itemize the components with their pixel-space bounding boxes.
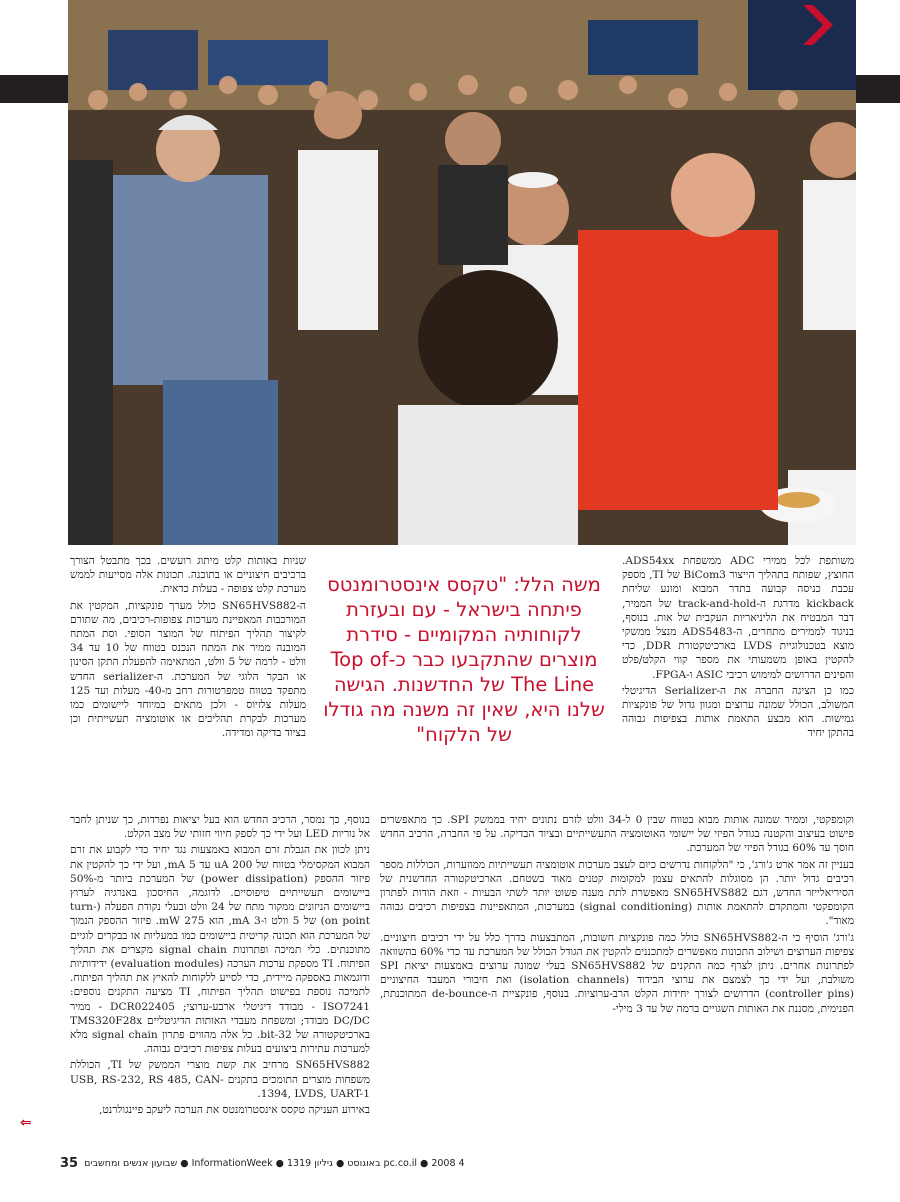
column-left-top (70, 554, 306, 741)
page-number: 35 (60, 1155, 79, 1171)
paragraph: באירוע העניקה טקסס אינסטרומנטס את הערכה ליעקב פיינגולרנט, (99, 1104, 370, 1117)
paragraph: ה-SN65HVS882 כולל מערך פונקציות, המקטין את המורכבות המאפיינת מערכות צפופות-רכיבים, מה שתורם לקיצור תהליך הפיתוח של המוצר הסופי. וסת המתח המובנה ממיר את המתח הנכנס בטווח של 10 עד 34 וולט - לרמה של 5 וולט, המתאימה להפעלת התקן הסינון או הבקר הלוגי של המערכת. ה-serializer החדש מתפקד בטווח טמפרטורות רחב מ-40- מעלות ועד 125 מעלות צלזיוס - ולכן מתאים במיוחד ליישומים כמו מערכות לבקרת תהליכים או אוטומציה תעשייתית וכן בציוד בדיקה ומדידה. (70, 599, 307, 740)
column-right-top (622, 554, 854, 741)
pull-quote: משה הלל: "טקסס אינסטרומנטס פיתחה בישראל - עם ובעזרת לקוחותיה המקומיים - סידרת מוצרים שהתקבעו כבר כ-Top of The Line של החדשנות. הגישה שלנו היא, שאין זה משנה מה גודלו של הלקוח" (323, 573, 605, 746)
paragraph: משותפת לכל ממירי ADC ממשפחת ADS54xx. החוצץ, שפותח בתהליך הייצור BiCom3 של TI, מספק עכבת כניסה קבועה בתדר המבוא ומונע שליחת kickback מדרגת ה-track-and-hold של הממיר, דבר המבטיח את הליניאריות העקבית של אות. בנוסף, בניגוד לממירים מתחרים, ה-ADS5483 מנצל ממשקי מוצא בטכנולוגיית LVDS בארכיטקטורת DDR, כדי להקטין באופן משמעותי את מספר קווי הקלט/פלט והפינים הדרושים למימוש רכיבי ASIC ו-FPGA. (622, 555, 854, 681)
continue-arrow-icon: ⇐ (20, 1115, 32, 1131)
paragraph: בנוסף, כך נמסר, הרכיב החדש הוא בעל יציאות נפרדות, כך שניתן לחבר אל נוריות LED ועל ידי כך לספק חיווי חזותי של מצב הקלט. (70, 814, 370, 841)
crowd-illustration (68, 0, 856, 545)
paragraph: שניות באותות קלט מיתוג רועשים. בכך מתבטל הצורך ברכיבים חיצוניים או בתוכנה. תכונות אלה מסייעות לממש מערכת קלט צפופה - בעלות כדאית. (70, 555, 306, 596)
paragraph: בעניין זה אמר ארט ג'ורג', כי "הלקוחות נדרשים כיום לעצב מערכות אוטומציה תעשייתיות ממוזערות, הכוללות מספר רכיבים גדול יותר. הן מסוגלות להתאים עצמן למקומות קטנים מאוד בשטחם. הארכיטקטורה החדשנית של הסיריאלייזר החדש, דגם SN65HVS882 מאפשרת לתת מענה פשוט יותר לשתי הבעיות - וזאת הודות לפתרון הקומפקטי והמתקדם להתאמת אותות (signal conditioning) במערכות, המתאפיינות בצפיפות רכיבים גבוהה מאוד". (380, 858, 854, 928)
paragraph: SN65HVS882 מרחיב את קשת מוצרי הממשק של TI, הכוללת משפחות מוצרים התומכים בתקנים USB, RS-232, RS 485, CAN-1394, LVDS, UART-1. (70, 1059, 370, 1100)
conference-photo (68, 0, 856, 545)
paragraph: כמו כן הציגה החברה את ה-Serializer הדיגיטלי המשולב, הכולל שמונה ערוצים ומגוון גדול של פונקציות גמישות. הוא מבצע התאמת אותות בצפיפות גבוהה בהתקן יחיד (622, 684, 855, 740)
column-left-bottom (70, 813, 370, 1117)
paragraph: וקומפקטי, וממיר שמונה אותות מבוא בטווח שבין 0 ל-34 וולט לזרם נתונים יחיד בממשק SPI. כך מתאפשרים פישוט בעיצוב והקטנה בגודל הפיזי של יישומי האוטומציה התעשייתיים ובציוד הבדיקה. על פי החברה, הרכיב החדש חוסך עד 60% בגודל הפיזי של המערכת. (380, 814, 854, 855)
page-footer (60, 1152, 840, 1174)
footer-info: pc.co.il ● 2008 4 באוגוסט ● גיליון 1319 ● InformationWeek ● שבועון אנשים ומחשבים (84, 1157, 465, 1169)
paragraph: ג'ורג' הוסיף כי ה-SN65HVS882 כולל כמה פונקציות חשובות, המתבצעות בדרך כלל על ידי רכיבים חיצוניים. צפיפות הערוצים ושילוב התכונות מאפשרים למתכננים להקטין את הגודל הכולל של המערכת עד כדי 60% בהשוואה לפתרונות אחרים. ניתן לצרף כמה התקנים של SN65HVS882 בעלי שמונה ערוצים באמצעות יציאת SPI משולבת, ועל ידי כך לצמצם את ערוצי הבידוד (isolation channels) ואת חיבורי המעבד החיצוניים (controller pins) הדרושים לצורך יחידות הקלט הרב-ערוציות. בנוסף, פונקציית ה-de-bounce המתוכנתת, הפנימית, מסננת את האותות השגויים ברמה של עד 3 מילי- (380, 931, 855, 1015)
paragraph: ניתן לכוון את הגבלת זרם המבוא באמצעות נגד יחיד כדי לקבוע את זרם המבוא המקסימלי בטווח של 200 uA עד 5 mA, ועל ידי כך להקטין את פיזור ההספק (power dissipation) של המערכת ביותר מ-50% ביישומים תעשייתיים טיפוסיים. לדוגמה, החיסכון באנרגיה לערוץ ביישומים הניזונים ממקור מתח של 24 וולט ובעלי נקודת הפעלה (turn-on point) של 5 וולט ו-3 mA, הוא 275 mW. פיזור ההספק הנמוך של המערכת הוא תכונה קריטית ביישומים כמו במעליות או בבקרים לוגיים מתוכנתים. כלי תמיכה ופתרונות signal chain מקצרים את תהליך הפיתוח. TI מספקת ערכות הערכה (evaluation modules) ידידותיות ודוגמאות באספקה מיידית, כדי לסייע ללקוחות להאיץ את תהליך הפיתוח. לתמיכה נוספת בפישוט תהליך הפיתוח, TI מציעה התקנים נוספים: ISO7241 - מבודד דיגיטלי ארבע-ערוצי; DCR022405 - ממיר DC/DC מבודד; ומשפחת מעבדי האותות הדיגיטליים TMS320F28x בארכיטקטורה של 32-bit. כל אלה מהווים פתרון signal chain מלא למערכות עתירות ביצועים בעלות צפיפות רכיבים גבוהה. (70, 844, 371, 1056)
column-right-bottom (380, 813, 854, 1016)
